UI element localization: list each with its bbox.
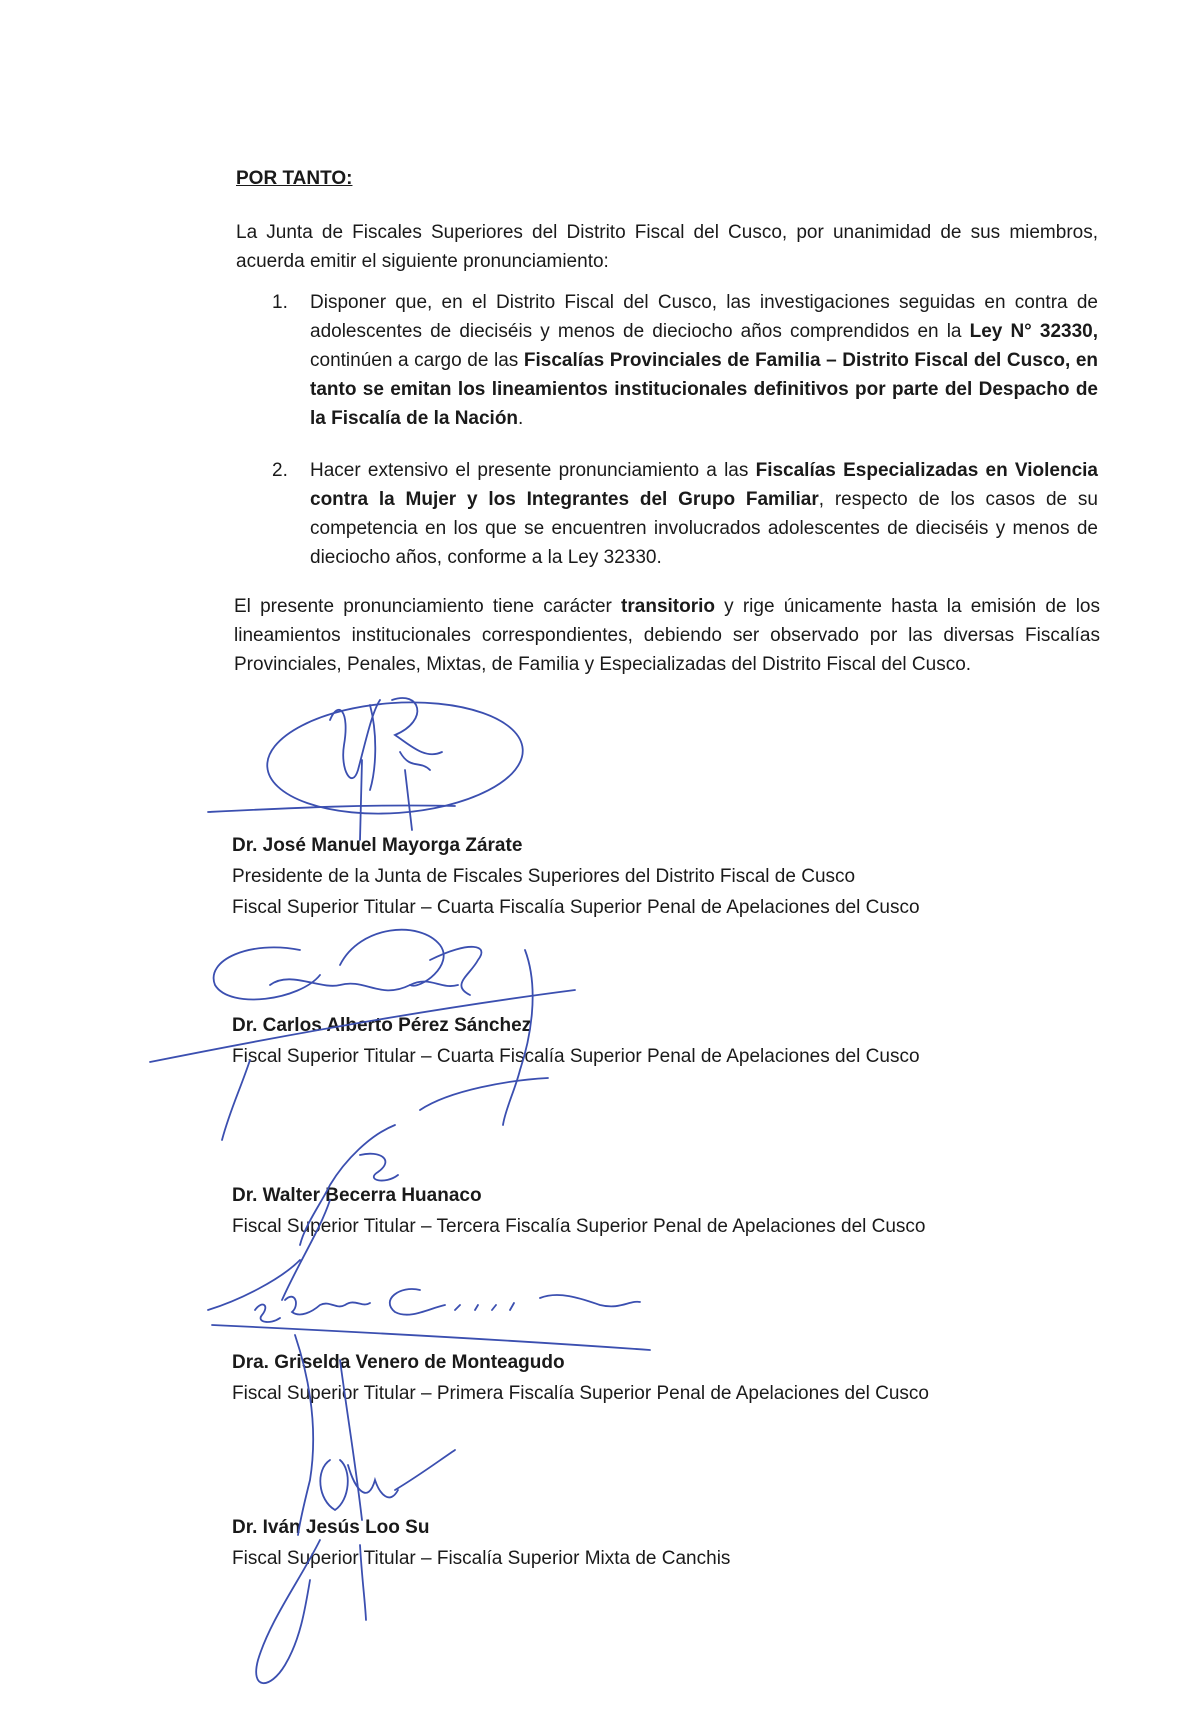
item-text: Disponer que, en el Distrito Fiscal del Cusco, las investigaciones seguidas en contra de adolescentes de dieciséis y menos de dieciocho años comprendidos en la Ley N° 32330, continúen a cargo de las Fiscalías Provinciales de Familia – Distrito Fiscal del Cusco, en tanto se emitan los lineamientos institucionales definitivos por parte del Despacho de la Fiscalía de la Nación.	[310, 292, 1099, 429]
signatory-role: Fiscal Superior Titular – Cuarta Fiscalía Superior Penal de Apelaciones del Cusco	[232, 1046, 920, 1067]
signatory-block	[232, 1347, 929, 1409]
signatory-block	[232, 830, 920, 923]
signatory-block	[232, 1010, 920, 1072]
signatory-role: Fiscal Superior Titular – Cuarta Fiscalía Superior Penal de Apelaciones del Cusco	[232, 897, 920, 918]
signatory-role: Fiscal Superior Titular – Tercera Fiscalía Superior Penal de Apelaciones del Cusco	[232, 1216, 926, 1237]
signature-1	[208, 694, 527, 840]
signature-4	[212, 1289, 650, 1535]
signatory-name: Dr. Carlos Alberto Pérez Sánchez	[232, 1015, 532, 1036]
intro-paragraph: La Junta de Fiscales Superiores del Distrito Fiscal del Cusco, por unanimidad de sus miembros, acuerda emitir el siguiente pronunciamiento:	[236, 222, 1098, 272]
item-number: 1.	[272, 292, 288, 313]
closing-paragraph: El presente pronunciamiento tiene carácter transitorio y rige únicamente hasta la emisión de los lineamientos institucionales correspondientes, debiendo ser observado por las diversas Fiscalías Provinciales, Penales, Mixtas, de Familia y Especializadas del Distrito Fiscal del Cusco.	[234, 596, 1100, 675]
numbered-item-2	[272, 456, 1098, 572]
signatory-name: Dr. José Manuel Mayorga Zárate	[232, 835, 523, 856]
section-heading: POR TANTO:	[236, 168, 353, 189]
signatory-name: Dr. Walter Becerra Huanaco	[232, 1185, 482, 1206]
signatory-name: Dra. Griselda Venero de Monteagudo	[232, 1352, 565, 1373]
signatory-role: Fiscal Superior Titular – Primera Fiscalía Superior Penal de Apelaciones del Cusco	[232, 1383, 929, 1404]
signatory-name: Dr. Iván Jesús Loo Su	[232, 1517, 430, 1538]
numbered-item-1	[272, 288, 1098, 433]
signatory-role: Presidente de la Junta de Fiscales Superiores del Distrito Fiscal de Cusco	[232, 866, 856, 887]
signatory-block	[232, 1180, 926, 1242]
item-text: Hacer extensivo el presente pronunciamiento a las Fiscalías Especializadas en Violencia contra la Mujer y los Integrantes del Grupo Familiar, respecto de los casos de su competencia en los que se encuentren involucrados adolescentes de dieciséis y menos de dieciocho años, conforme a la Ley 32330.	[310, 460, 1098, 568]
signatory-block	[232, 1512, 730, 1574]
signatory-role: Fiscal Superior Titular – Fiscalía Superior Mixta de Canchis	[232, 1548, 731, 1569]
item-number: 2.	[272, 460, 288, 481]
